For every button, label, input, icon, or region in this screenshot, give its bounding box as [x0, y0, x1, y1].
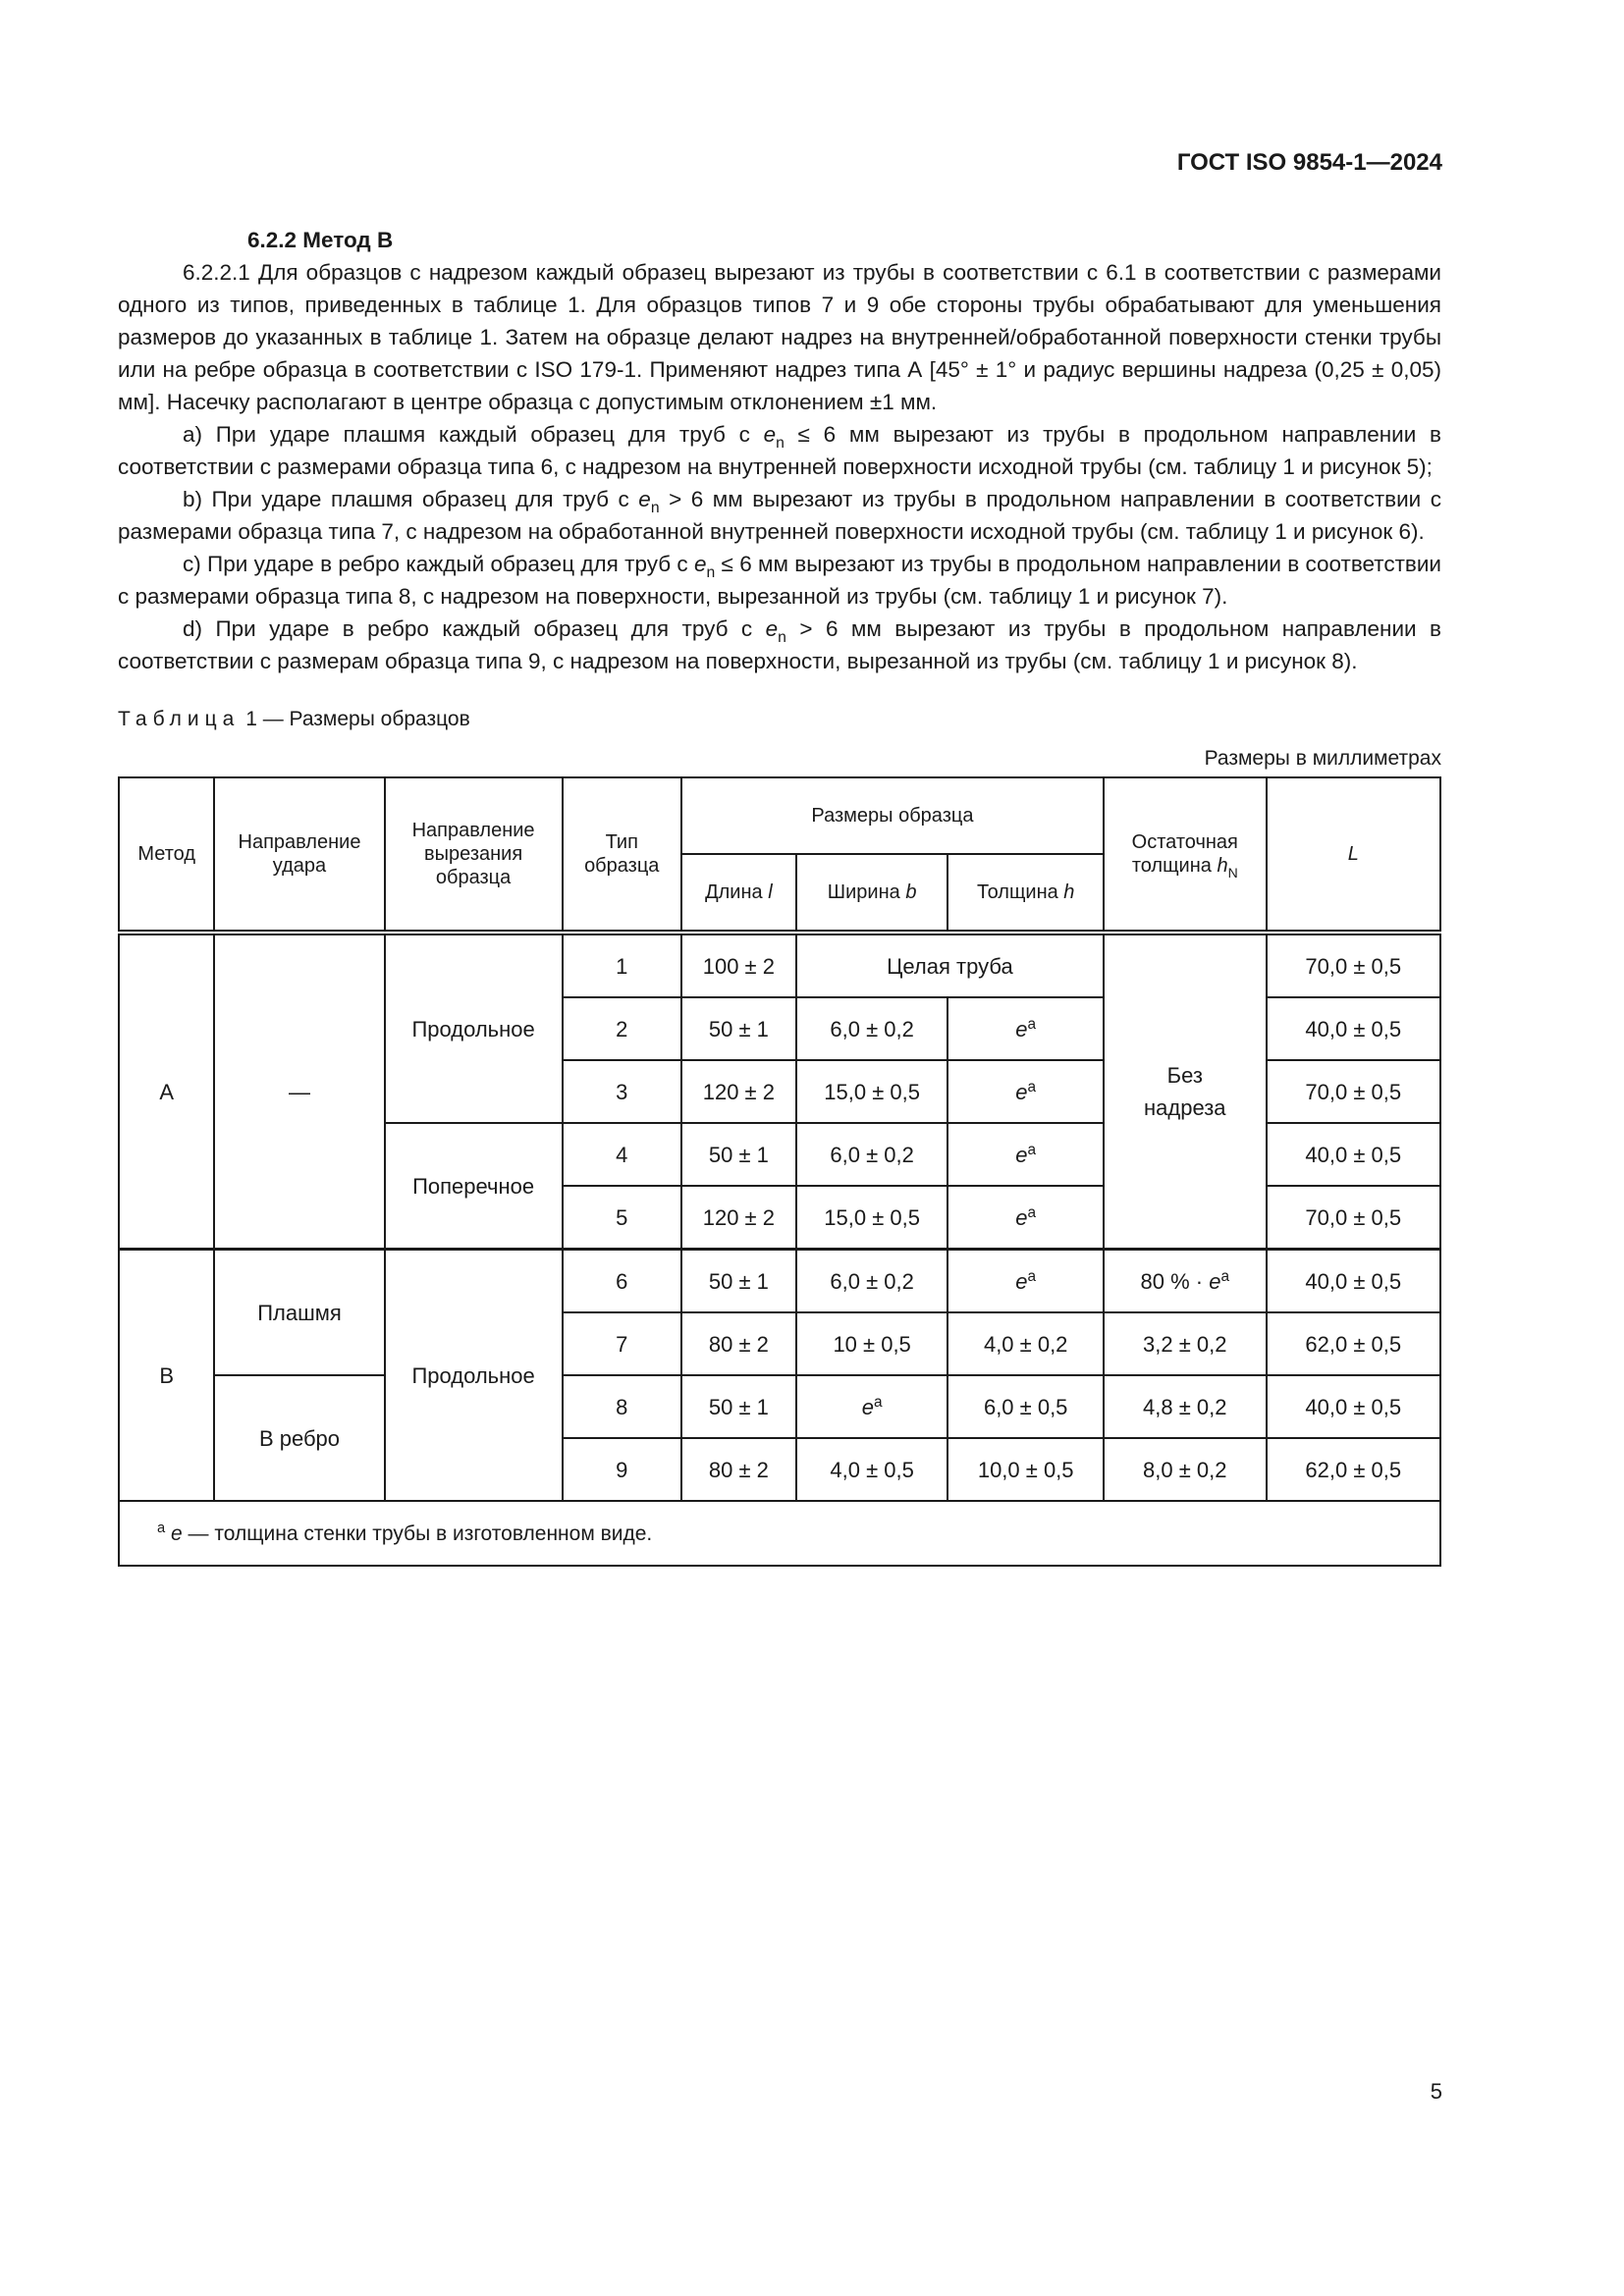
header-residual-thickness: Остаточная толщина $h_N$	[1104, 777, 1267, 933]
length-cell: 50 ± 1	[681, 1250, 796, 1313]
length-cell: 80 ± 2	[681, 1312, 796, 1375]
impact-direction-cell: —	[214, 933, 384, 1250]
L-cell: 40,0 ± 0,5	[1267, 1123, 1440, 1186]
length-cell: 120 ± 2	[681, 1186, 796, 1250]
type-cell: 7	[563, 1312, 681, 1375]
method-cell: В	[119, 1250, 214, 1502]
type-cell: 5	[563, 1186, 681, 1250]
header-width: Ширина b	[796, 854, 948, 933]
L-cell: 62,0 ± 0,5	[1267, 1438, 1440, 1501]
table-row	[119, 1375, 1440, 1438]
width-cell: 6,0 ± 0,2	[796, 1250, 948, 1313]
section-heading: 6.2.2 Метод В	[247, 228, 394, 252]
thickness-cell: $e^a$	[947, 1186, 1104, 1250]
table-footnote: $^a$ e — толщина стенки трубы в изготовленном виде.	[119, 1501, 1440, 1566]
thickness-cell: 10,0 ± 0,5	[947, 1438, 1104, 1501]
width-cell: 15,0 ± 0,5	[796, 1060, 948, 1123]
header-cut-direction: Направление вырезания образца	[385, 777, 563, 933]
width-cell: 15,0 ± 0,5	[796, 1186, 948, 1250]
impact-direction-cell: Плашмя	[214, 1250, 384, 1376]
residual-cell: Без надреза	[1104, 933, 1267, 1250]
length-cell: 100 ± 2	[681, 933, 796, 997]
type-cell: 8	[563, 1375, 681, 1438]
type-cell: 4	[563, 1123, 681, 1186]
thickness-cell: $e^a$	[947, 1123, 1104, 1186]
length-cell: 50 ± 1	[681, 1123, 796, 1186]
impact-direction-cell: В ребро	[214, 1375, 384, 1501]
paragraph-item-a: a) При ударе плашмя каждый образец для труб с $e_n \le 6$ мм вырезают из трубы в продольном направлении в соответствии с размерами образца типа 6, с надрезом на внутренней поверхности исходной трубы (см. таблицу 1 и рисунок 5);	[118, 422, 1441, 479]
residual-cell: 80 % · $e^a$	[1104, 1250, 1267, 1313]
paragraph-item-b: b) При ударе плашмя образец для труб с $e_n > 6$ мм вырезают из трубы в продольном направлении в соответствии с размерами образца типа 7, с надрезом на обработанной внутренней поверхности исходной трубы (см. таблицу 1 и рисунок 6).	[118, 487, 1441, 544]
page-content	[118, 224, 1441, 1567]
residual-cell: 8,0 ± 0,2	[1104, 1438, 1267, 1501]
document-header: ГОСТ ISO 9854-1—2024	[1176, 149, 1442, 176]
header-thickness: Толщина h	[947, 854, 1104, 933]
paragraph-item-c: c) При ударе в ребро каждый образец для труб с $e_n \le 6$ мм вырезают из трубы в продольном направлении в соответствии с размерами образца типа 8, с надрезом на поверхности, вырезанной из трубы (см. таблицу 1 и рисунок 7).	[118, 552, 1441, 609]
header-length: Длина l	[681, 854, 796, 933]
width-cell: $e^a$	[796, 1375, 948, 1438]
width-cell: 6,0 ± 0,2	[796, 997, 948, 1060]
whole-pipe-cell: Целая труба	[796, 933, 1104, 997]
table-caption: Таблица 1 — Размеры образцов	[118, 708, 470, 730]
paragraph-6-2-2-1: 6.2.2.1 Для образцов с надрезом каждый образец вырезают из трубы в соответствии с 6.1 в соответствии с размерами одного из типов, приведенных в таблице 1. Для образцов типов 7 и 9 обе стороны трубы обрабатывают для уменьшения размеров до указанных в таблице 1. Затем на образце делают надрез на внутренней/обработанной поверхности стенки трубы или на ребре образца в соответствии с ISO 179-1. Применяют надрез типа А [45° ± 1° и радиус вершины надреза (0,25 ± 0,05) мм]. Насечку располагают в центре образца с допустимым отклонением ±1 мм.	[118, 260, 1441, 414]
residual-cell: 3,2 ± 0,2	[1104, 1312, 1267, 1375]
length-cell: 50 ± 1	[681, 997, 796, 1060]
width-cell: 10 ± 0,5	[796, 1312, 948, 1375]
type-cell: 3	[563, 1060, 681, 1123]
table-units-note: Размеры в миллиметрах	[1204, 747, 1441, 770]
type-cell: 1	[563, 933, 681, 997]
L-cell: 40,0 ± 0,5	[1267, 997, 1440, 1060]
L-cell: 70,0 ± 0,5	[1267, 1186, 1440, 1250]
length-cell: 80 ± 2	[681, 1438, 796, 1501]
type-cell: 6	[563, 1250, 681, 1313]
specimen-dimensions-table	[118, 776, 1441, 1567]
L-cell: 62,0 ± 0,5	[1267, 1312, 1440, 1375]
cut-direction-cell: Продольное	[385, 933, 563, 1123]
width-cell: 6,0 ± 0,2	[796, 1123, 948, 1186]
type-cell: 2	[563, 997, 681, 1060]
type-cell: 9	[563, 1438, 681, 1501]
L-cell: 70,0 ± 0,5	[1267, 1060, 1440, 1123]
thickness-cell: $e^a$	[947, 997, 1104, 1060]
paragraph-item-d: d) При ударе в ребро каждый образец для труб с $e_n > 6$ мм вырезают из трубы в продольном направлении в соответствии с размерам образца типа 9, с надрезом на поверхности, вырезанной из трубы (см. таблицу 1 и рисунок 8).	[118, 616, 1441, 673]
cut-direction-cell: Продольное	[385, 1250, 563, 1502]
header-specimen-type: Тип образца	[563, 777, 681, 933]
L-cell: 40,0 ± 0,5	[1267, 1375, 1440, 1438]
L-cell: 70,0 ± 0,5	[1267, 933, 1440, 997]
residual-cell: 4,8 ± 0,2	[1104, 1375, 1267, 1438]
cut-direction-cell: Поперечное	[385, 1123, 563, 1250]
method-cell: А	[119, 933, 214, 1250]
table-row	[119, 1250, 1440, 1313]
length-cell: 120 ± 2	[681, 1060, 796, 1123]
thickness-cell: 4,0 ± 0,2	[947, 1312, 1104, 1375]
header-specimen-dimensions: Размеры образца	[681, 777, 1104, 854]
thickness-cell: $e^a$	[947, 1250, 1104, 1313]
L-cell: 40,0 ± 0,5	[1267, 1250, 1440, 1313]
header-impact-direction: Направление удара	[214, 777, 384, 933]
width-cell: 4,0 ± 0,5	[796, 1438, 948, 1501]
table-row	[119, 933, 1440, 997]
page-number: 5	[1430, 2079, 1442, 2104]
table-footnote-row	[119, 1501, 1440, 1566]
length-cell: 50 ± 1	[681, 1375, 796, 1438]
header-L: L	[1267, 777, 1440, 933]
header-method: Метод	[119, 777, 214, 933]
thickness-cell: $e^a$	[947, 1060, 1104, 1123]
thickness-cell: 6,0 ± 0,5	[947, 1375, 1104, 1438]
